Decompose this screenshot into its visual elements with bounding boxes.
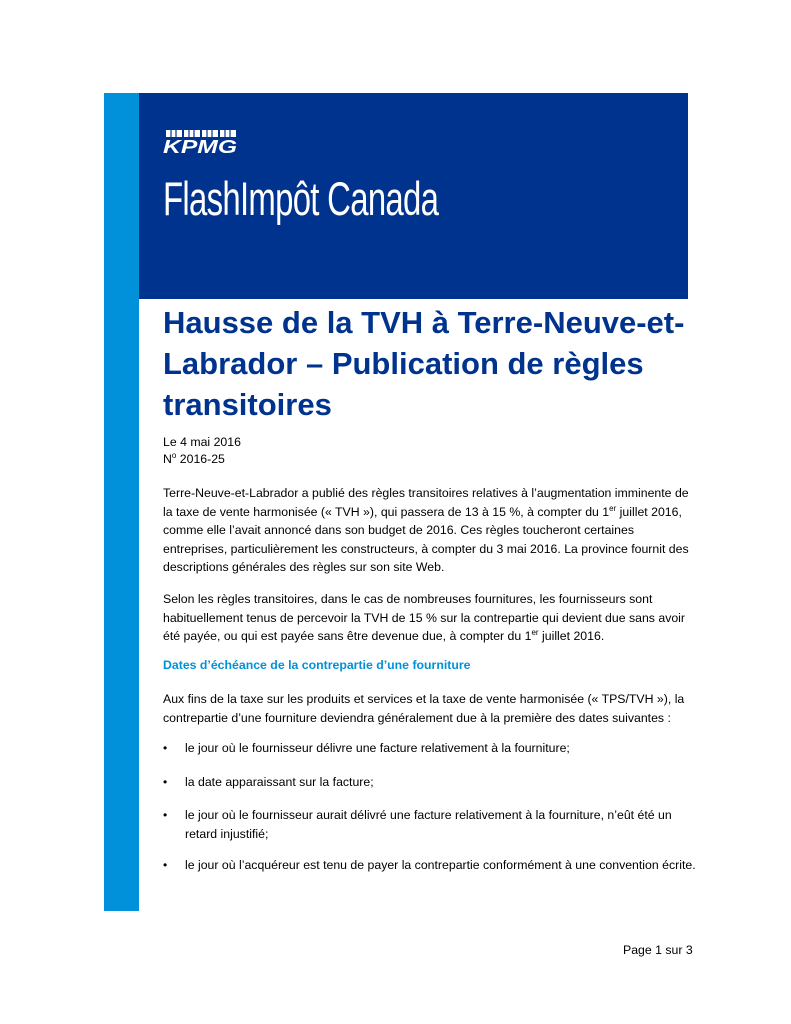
article-meta (163, 434, 241, 468)
page-number: Page 1 sur 3 (623, 943, 693, 957)
paragraph-intro-sup: er (609, 503, 617, 513)
list-item (163, 739, 698, 758)
list-item-text: le jour où le fournisseur délivre une facture relativement à la fourniture; (185, 741, 570, 755)
svg-text:KPMG: KPMG (163, 137, 237, 156)
list-item (163, 806, 698, 843)
paragraph-rules-part-2: juillet 2016. (538, 629, 605, 643)
paragraph-due-dates: Aux fins de la taxe sur les produits et services et la taxe de vente harmonisée (« TPS/TVH »), la contrepartie d’une fourniture deviendra généralement due à la première des dates suivantes : (163, 692, 685, 725)
paragraph-rules (163, 590, 698, 646)
due-dates-list (163, 739, 698, 890)
bullet-icon: • (163, 774, 168, 789)
list-item-text: le jour où le fournisseur aurait délivré une facture relativement à la fourniture, n’eût été un retard injustifié; (185, 808, 672, 841)
article-date: Le 4 mai 2016 (163, 435, 241, 449)
article-number-value: 2016-25 (176, 452, 225, 466)
article-number (163, 451, 241, 468)
article-number-sup: o (171, 450, 177, 460)
paragraph-rules-part-1: Selon les règles transitoires, dans le cas de nombreuses fournitures, les fournisseurs sont habituellement tenus de percevoir la TVH de 15 % sur la contrepartie qui devient due sans avoir été payée, ou qui est payée sans être devenue due, à compter du 1 (163, 592, 686, 643)
list-item-text: le jour où l’acquéreur est tenu de payer la contrepartie conformément à une convention écrite. (185, 858, 696, 872)
article-title: Hausse de la TVH à Terre-Neuve-et-Labrador – Publication de règles transitoires (163, 305, 685, 422)
kpmg-logo (163, 130, 243, 156)
article-number-prefix: N (163, 452, 172, 466)
paragraph-intro-part-1: Terre-Neuve-et-Labrador a publié des règles transitoires relatives à l’augmentation imminente de la taxe de vente harmonisée (« TVH »), qui passera de 13 à 15 %, à compter du 1 (163, 486, 689, 519)
paragraph-rules-sup: er (531, 627, 539, 637)
section-heading: Dates d’échéance de la contrepartie d’une fourniture (163, 658, 471, 672)
list-item (163, 773, 698, 792)
bullet-icon: • (163, 741, 168, 755)
publication-name: FlashImpôt Canada (163, 172, 439, 225)
list-item-text: la date apparaissant sur la facture; (185, 774, 374, 789)
list-item (163, 856, 698, 875)
paragraph-intro-part-2: juillet 2016, comme elle l’avait annoncé dans son budget de 2016. Ces règles toucheront certaines entreprises, particulièrement les constructeurs, à compter du 3 mai 2016. La province fournit des descriptions générales des règles sur son site Web. (163, 504, 689, 574)
accent-side-bar (104, 93, 139, 911)
bullet-icon: • (163, 808, 168, 822)
paragraph-intro (163, 484, 698, 577)
bullet-icon: • (163, 858, 168, 872)
